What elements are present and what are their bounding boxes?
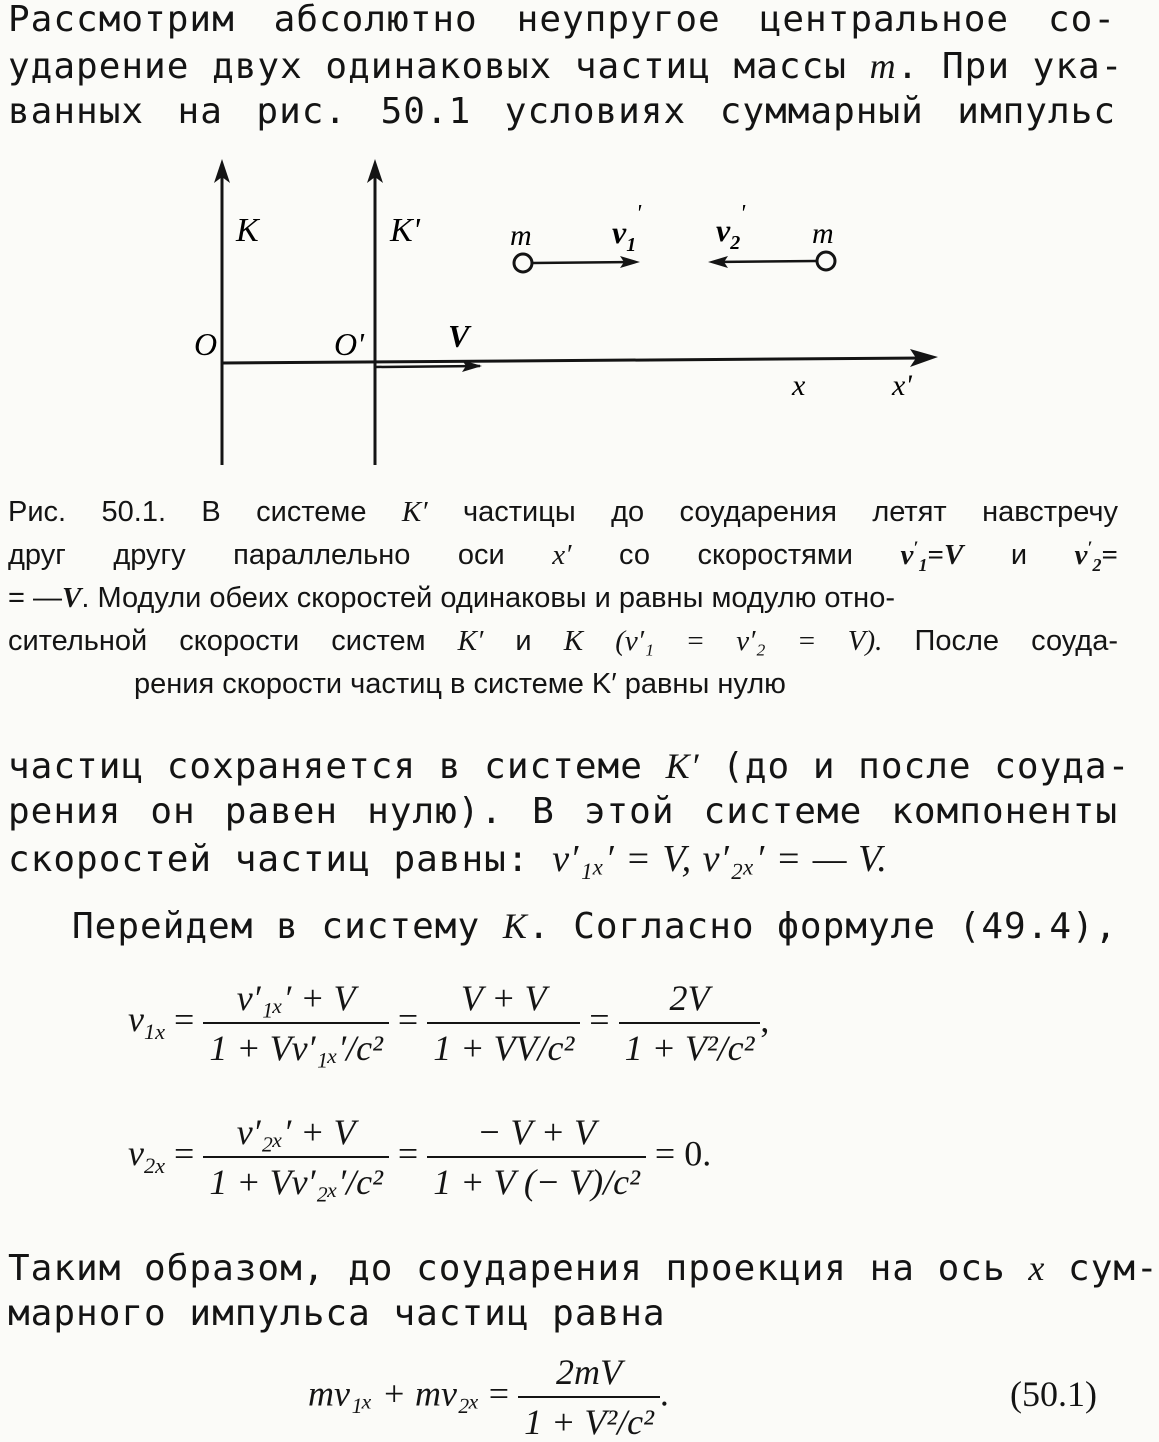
fig-label-o-prime: O' bbox=[334, 326, 364, 362]
eq2-f1-num: v′₂ₓ′ + V bbox=[203, 1114, 389, 1158]
eq1-sign-1: = bbox=[174, 999, 195, 1040]
eq1-f1-num: v′₁ₓ′ + V bbox=[203, 980, 389, 1024]
eq1-f2-den: 1 + VV/c² bbox=[433, 1028, 575, 1068]
para4-1-x: x bbox=[1028, 1248, 1046, 1288]
fig-label-k: K bbox=[236, 212, 259, 249]
particle-2-icon bbox=[817, 252, 835, 270]
fig-v1-sub: 1 bbox=[626, 234, 637, 256]
cap-eq-2: = bbox=[1101, 539, 1118, 571]
x-axis bbox=[222, 358, 925, 363]
caption-3-start: = — bbox=[8, 582, 62, 614]
equation-number: (50.1) bbox=[1010, 1374, 1097, 1414]
eq2-sign-2: = bbox=[397, 1133, 419, 1174]
eq1-lhs-sub: 1x bbox=[143, 1019, 166, 1045]
v-arrow-line bbox=[375, 366, 480, 367]
caption-4-prefix: сительной скорости систем bbox=[8, 625, 426, 657]
cap-v1-sup: ′ bbox=[913, 537, 919, 558]
caption-line-3 bbox=[8, 584, 1118, 613]
para2-line-3 bbox=[8, 840, 888, 878]
caption-2-and: и bbox=[1010, 539, 1028, 571]
caption-line-5: рения скорости частиц в системе K′ равны нулю bbox=[134, 668, 786, 700]
para2-1-prefix: частиц сохраняется в системе bbox=[8, 746, 643, 787]
eq1-sign-2: = bbox=[397, 999, 419, 1040]
fig-v2-letter: v bbox=[716, 212, 731, 248]
eq2-lhs bbox=[128, 1133, 166, 1179]
caption-1-prefix: Рис. 50.1. В системе bbox=[8, 496, 367, 528]
eq3-end: . bbox=[659, 1373, 669, 1414]
caption-4-paren: (v′₁ = v′₂ = V). bbox=[615, 625, 883, 657]
caption-4-k2: K bbox=[563, 625, 584, 657]
intro-line-1: Рассмотрим абсолютно неупругое центральное со- bbox=[8, 0, 1116, 40]
eq2-f2-den: 1 + V (− V)/c² bbox=[433, 1162, 640, 1202]
fig-v2-prime: ' bbox=[740, 201, 746, 227]
fig-label-m2: m bbox=[812, 217, 834, 250]
cap-v2-sub: 2 bbox=[1092, 554, 1102, 575]
caption-4-suffix: После соуда- bbox=[914, 625, 1118, 657]
eq1-lhs-v: v bbox=[128, 999, 144, 1040]
eq1-f2-num: V + V bbox=[427, 980, 580, 1024]
para4-line-2: марного импульса частиц равна bbox=[8, 1293, 666, 1334]
equation-50-1 bbox=[308, 1354, 669, 1440]
para2-3-prefix: скоростей частиц равны: bbox=[8, 839, 530, 880]
caption-line-1 bbox=[8, 498, 1118, 527]
particle-1-icon bbox=[514, 254, 532, 272]
eq2-lhs-v: v bbox=[128, 1133, 144, 1174]
fig-label-x: x bbox=[792, 369, 806, 402]
cap-v1: v bbox=[900, 539, 914, 571]
cap-v-bold: V bbox=[943, 539, 964, 571]
figure-50-1 bbox=[180, 155, 960, 480]
fig-label-v: V bbox=[448, 318, 470, 354]
caption-line-2 bbox=[8, 537, 1118, 575]
para2-3-math: v′₁ₓ′ = V, v′₂ₓ′ = — V. bbox=[552, 838, 888, 880]
caption-1-suffix: частицы до соударения летят навстречу bbox=[463, 496, 1118, 528]
para4-1-prefix: Таким образом, до соударения проекция на ось bbox=[8, 1248, 1006, 1289]
eq2-rhs: 0. bbox=[684, 1133, 712, 1174]
caption-line-4 bbox=[8, 627, 1118, 656]
para4-line-1 bbox=[8, 1248, 1159, 1289]
para3-prefix: Перейдем в систему bbox=[72, 906, 481, 947]
eq1-f3-num: 2V bbox=[619, 980, 761, 1024]
caption-3-rest: . Модули обеих скоростей одинаковы и равны модулю отно- bbox=[81, 582, 895, 614]
eq1-end: , bbox=[760, 999, 770, 1040]
intro-line-2 bbox=[8, 46, 1124, 87]
eq3-frac bbox=[518, 1354, 660, 1440]
eq1-lhs bbox=[128, 999, 166, 1045]
caption-4-and: и bbox=[515, 625, 532, 657]
intro-var-m: m bbox=[869, 46, 897, 86]
cap-v1-sub: 1 bbox=[918, 554, 928, 575]
eq3-num: 2mV bbox=[518, 1354, 660, 1398]
caption-2-mid: со скоростями bbox=[619, 539, 853, 571]
fig-label-m1: m bbox=[510, 219, 532, 252]
fig-label-v2 bbox=[716, 212, 740, 254]
eq2-lhs-sub: 2x bbox=[143, 1153, 166, 1179]
fig-label-k-prime: K' bbox=[390, 212, 420, 249]
eq2-frac-1 bbox=[203, 1114, 389, 1200]
eq1-f3-den: 1 + V²/c² bbox=[624, 1028, 755, 1068]
eq3-sign: = bbox=[488, 1373, 510, 1414]
eq3-lhs: mv₁ₓ + mv₂ₓ bbox=[308, 1373, 480, 1414]
eq1-sign-3: = bbox=[589, 999, 610, 1040]
para2-1-k: K′ bbox=[665, 746, 700, 786]
caption-2-x: x′ bbox=[552, 539, 572, 571]
fig-v1-letter: v bbox=[612, 214, 627, 250]
para2-line-2: рения он равен нулю). В этой системе компоненты bbox=[8, 791, 1118, 832]
intro-line-2-tail: . При ука- bbox=[896, 46, 1124, 87]
cap-v2-sup: ′ bbox=[1087, 537, 1093, 558]
caption-2-prefix: друг другу параллельно оси bbox=[8, 539, 505, 571]
para2-1-suffix: (до и после соуда- bbox=[722, 746, 1131, 787]
caption-v1-formula bbox=[900, 537, 964, 575]
intro-line-2-text: ударение двух одинаковых частиц массы bbox=[8, 46, 847, 87]
v1-arrow-line bbox=[532, 262, 635, 263]
intro-line-3: ванных на рис. 50.1 условиях суммарный импульс bbox=[8, 91, 1116, 132]
para3-k: K bbox=[502, 906, 528, 946]
eq1-frac-2 bbox=[427, 980, 580, 1066]
caption-3-v: V bbox=[62, 582, 82, 614]
fig-v1-prime: ' bbox=[636, 201, 642, 227]
eq2-sign-3: = bbox=[654, 1133, 676, 1174]
fig-v2-sub: 2 bbox=[730, 232, 741, 254]
fig-label-v1 bbox=[612, 214, 636, 256]
fig-label-x-prime: x' bbox=[892, 369, 912, 402]
cap-eq-1: = bbox=[927, 539, 944, 571]
eq2-f2-num: − V + V bbox=[427, 1114, 646, 1158]
eq1-frac-1 bbox=[203, 980, 389, 1066]
eq2-sign-1: = bbox=[174, 1133, 195, 1174]
caption-v2-formula bbox=[1074, 537, 1118, 575]
para4-1-suffix: сум- bbox=[1068, 1248, 1159, 1289]
para3-line bbox=[72, 908, 1120, 945]
equation-v1x bbox=[128, 980, 769, 1066]
para3-suffix: . Согласно формуле (49.4), bbox=[527, 906, 1118, 947]
fig-label-o: O bbox=[194, 326, 218, 362]
caption-4-k1: K′ bbox=[457, 625, 484, 657]
equation-v2x bbox=[128, 1114, 711, 1200]
cap-v2: v bbox=[1074, 539, 1088, 571]
eq2-frac-2 bbox=[427, 1114, 646, 1200]
v2-arrow-line bbox=[713, 261, 817, 262]
eq1-f1-den: 1 + Vv′₁ₓ′/c² bbox=[209, 1028, 383, 1068]
eq1-frac-3 bbox=[619, 980, 761, 1066]
para2-line-1 bbox=[8, 746, 1131, 787]
caption-1-k: K′ bbox=[401, 496, 428, 528]
eq3-den: 1 + V²/c² bbox=[524, 1402, 654, 1442]
eq2-f1-den: 1 + Vv′₂ₓ′/c² bbox=[209, 1162, 383, 1202]
